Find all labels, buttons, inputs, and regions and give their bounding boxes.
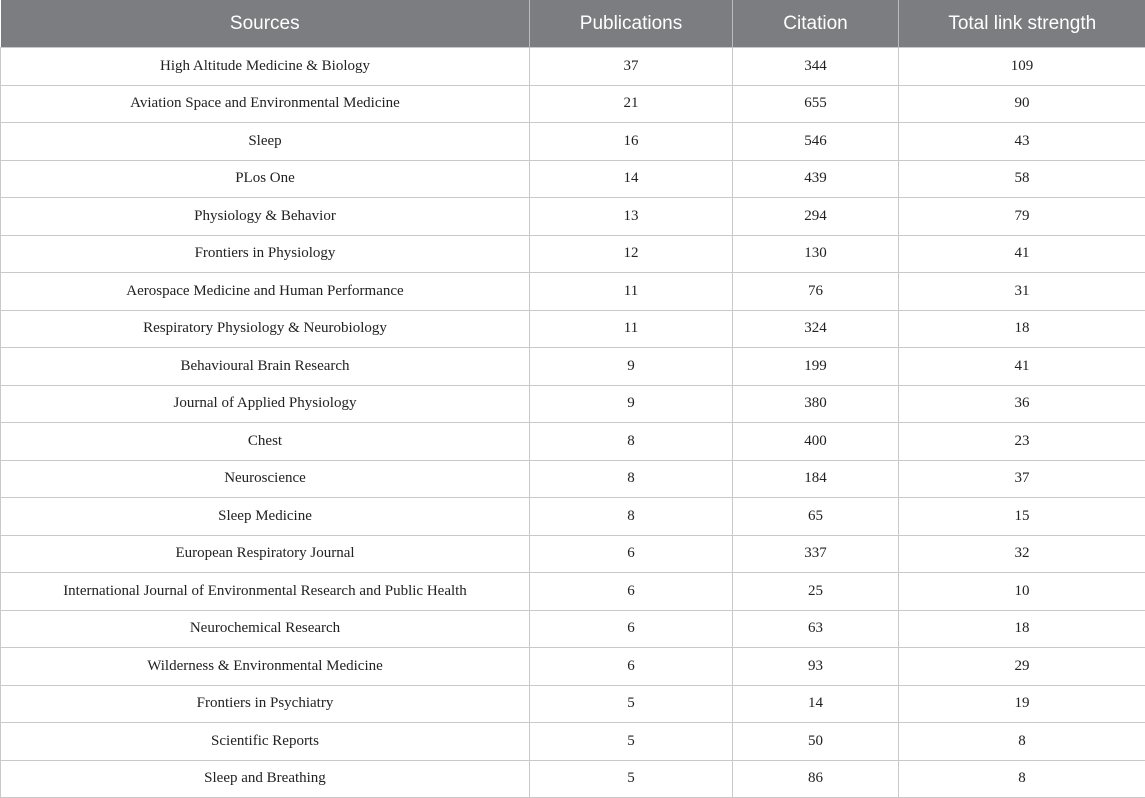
table-row <box>1 535 1145 573</box>
table-body <box>1 48 1145 798</box>
cell-source: Aerospace Medicine and Human Performance <box>1 273 530 311</box>
cell-citation: 439 <box>733 160 899 198</box>
table-row <box>1 460 1145 498</box>
cell-publications: 6 <box>530 648 733 686</box>
cell-total-link-strength: 32 <box>899 535 1145 573</box>
cell-citation: 63 <box>733 610 899 648</box>
cell-citation: 380 <box>733 385 899 423</box>
header-total-link-strength: Total link strength <box>899 0 1145 48</box>
cell-source: Chest <box>1 423 530 461</box>
cell-total-link-strength: 15 <box>899 498 1145 536</box>
cell-citation: 130 <box>733 235 899 273</box>
table-row <box>1 685 1145 723</box>
table-row <box>1 160 1145 198</box>
table-row <box>1 498 1145 536</box>
cell-citation: 65 <box>733 498 899 536</box>
cell-total-link-strength: 23 <box>899 423 1145 461</box>
cell-citation: 344 <box>733 48 899 86</box>
table-row <box>1 348 1145 386</box>
cell-citation: 86 <box>733 760 899 798</box>
cell-total-link-strength: 41 <box>899 348 1145 386</box>
cell-source: Sleep Medicine <box>1 498 530 536</box>
table-row <box>1 760 1145 798</box>
cell-publications: 8 <box>530 423 733 461</box>
header-publications: Publications <box>530 0 733 48</box>
table-row <box>1 85 1145 123</box>
cell-publications: 6 <box>530 573 733 611</box>
cell-citation: 294 <box>733 198 899 236</box>
cell-total-link-strength: 10 <box>899 573 1145 611</box>
cell-source: Frontiers in Psychiatry <box>1 685 530 723</box>
header-citation: Citation <box>733 0 899 48</box>
cell-total-link-strength: 31 <box>899 273 1145 311</box>
cell-publications: 8 <box>530 498 733 536</box>
cell-total-link-strength: 18 <box>899 310 1145 348</box>
header-row <box>1 0 1145 48</box>
cell-publications: 13 <box>530 198 733 236</box>
table-row <box>1 310 1145 348</box>
cell-total-link-strength: 37 <box>899 460 1145 498</box>
cell-citation: 25 <box>733 573 899 611</box>
cell-total-link-strength: 90 <box>899 85 1145 123</box>
cell-source: High Altitude Medicine & Biology <box>1 48 530 86</box>
cell-source: Sleep <box>1 123 530 161</box>
table-row <box>1 273 1145 311</box>
cell-total-link-strength: 8 <box>899 760 1145 798</box>
cell-publications: 37 <box>530 48 733 86</box>
cell-publications: 16 <box>530 123 733 161</box>
cell-publications: 14 <box>530 160 733 198</box>
cell-citation: 337 <box>733 535 899 573</box>
table-header <box>1 0 1145 48</box>
cell-publications: 6 <box>530 610 733 648</box>
table-row <box>1 198 1145 236</box>
cell-citation: 655 <box>733 85 899 123</box>
cell-total-link-strength: 109 <box>899 48 1145 86</box>
table-row <box>1 573 1145 611</box>
cell-citation: 93 <box>733 648 899 686</box>
cell-total-link-strength: 29 <box>899 648 1145 686</box>
header-sources: Sources <box>1 0 530 48</box>
cell-total-link-strength: 58 <box>899 160 1145 198</box>
cell-total-link-strength: 8 <box>899 723 1145 761</box>
cell-source: International Journal of Environmental Research and Public Health <box>1 573 530 611</box>
cell-source: Physiology & Behavior <box>1 198 530 236</box>
cell-source: PLos One <box>1 160 530 198</box>
cell-total-link-strength: 41 <box>899 235 1145 273</box>
cell-total-link-strength: 79 <box>899 198 1145 236</box>
cell-source: Journal of Applied Physiology <box>1 385 530 423</box>
cell-publications: 8 <box>530 460 733 498</box>
cell-publications: 11 <box>530 310 733 348</box>
cell-citation: 546 <box>733 123 899 161</box>
cell-source: Behavioural Brain Research <box>1 348 530 386</box>
table-row <box>1 235 1145 273</box>
table-row <box>1 123 1145 161</box>
table-row <box>1 723 1145 761</box>
cell-publications: 9 <box>530 385 733 423</box>
cell-source: Aviation Space and Environmental Medicine <box>1 85 530 123</box>
cell-citation: 400 <box>733 423 899 461</box>
table-row <box>1 648 1145 686</box>
table-row <box>1 423 1145 461</box>
cell-source: European Respiratory Journal <box>1 535 530 573</box>
cell-source: Wilderness & Environmental Medicine <box>1 648 530 686</box>
cell-publications: 5 <box>530 723 733 761</box>
cell-total-link-strength: 43 <box>899 123 1145 161</box>
cell-source: Neurochemical Research <box>1 610 530 648</box>
cell-citation: 184 <box>733 460 899 498</box>
cell-source: Neuroscience <box>1 460 530 498</box>
cell-total-link-strength: 19 <box>899 685 1145 723</box>
cell-source: Respiratory Physiology & Neurobiology <box>1 310 530 348</box>
cell-publications: 21 <box>530 85 733 123</box>
cell-citation: 14 <box>733 685 899 723</box>
cell-total-link-strength: 18 <box>899 610 1145 648</box>
cell-citation: 50 <box>733 723 899 761</box>
cell-total-link-strength: 36 <box>899 385 1145 423</box>
cell-publications: 11 <box>530 273 733 311</box>
table-row <box>1 610 1145 648</box>
table-row <box>1 385 1145 423</box>
table-row <box>1 48 1145 86</box>
cell-publications: 6 <box>530 535 733 573</box>
cell-source: Sleep and Breathing <box>1 760 530 798</box>
cell-publications: 12 <box>530 235 733 273</box>
cell-citation: 199 <box>733 348 899 386</box>
cell-publications: 5 <box>530 685 733 723</box>
cell-publications: 9 <box>530 348 733 386</box>
cell-source: Frontiers in Physiology <box>1 235 530 273</box>
cell-publications: 5 <box>530 760 733 798</box>
cell-source: Scientific Reports <box>1 723 530 761</box>
cell-citation: 324 <box>733 310 899 348</box>
cell-citation: 76 <box>733 273 899 311</box>
